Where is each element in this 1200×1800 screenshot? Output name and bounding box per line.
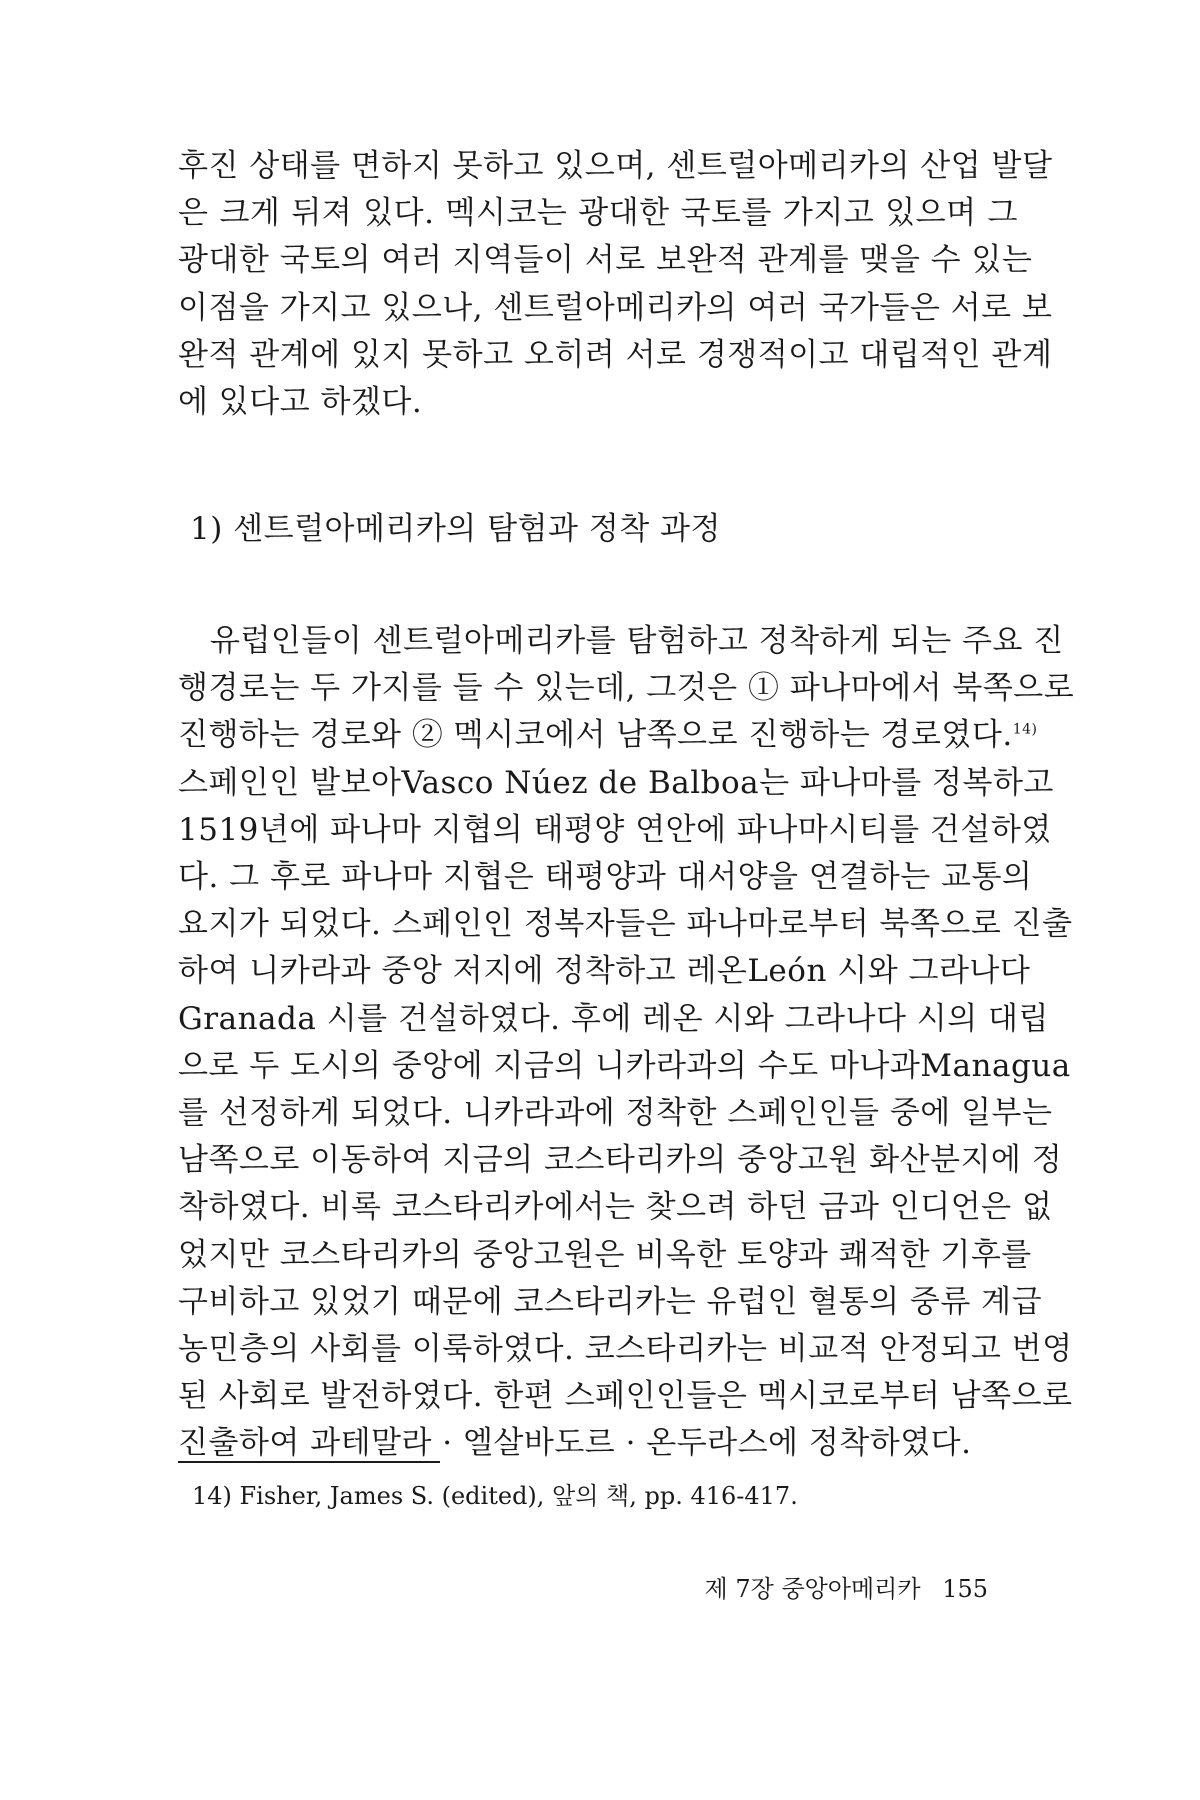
text-line: 다. 그 후로 파나마 지협은 태평양과 대서양을 연결하는 교통의 [178, 859, 1033, 896]
text-line-with-footnote [178, 712, 1038, 759]
footnote-reference[interactable]: 14) [1012, 722, 1038, 739]
text-line: 남쪽으로 이동하여 지금의 코스타리카의 중앙고원 화산분지에 정 [178, 1142, 1063, 1179]
text-line: 구비하고 있었기 때문에 코스타리카는 유럽인 혈통의 중류 계급 [178, 1283, 1043, 1320]
text-line: 후진 상태를 면하지 못하고 있으며, 센트럴아메리카의 산업 발달 [178, 148, 1053, 184]
paragraph-2 [178, 618, 1075, 1468]
text-line: 농민층의 사회를 이룩하였다. 코스타리카는 비교적 안정되고 번영 [178, 1331, 1073, 1368]
text-line: 었지만 코스타리카의 중앙고원은 비옥한 토양과 쾌적한 기후를 [178, 1236, 1032, 1273]
section-heading: 1) 센트럴아메리카의 탐험과 정착 과정 [190, 511, 721, 547]
text-line: 은 크게 뒤져 있다. 멕시코는 광대한 국토를 가지고 있으며 그 [178, 195, 1018, 232]
text-line: 요지가 되었다. 스페인인 정복자들은 파나마로부터 북쪽으로 진출 [178, 906, 1073, 943]
paragraph-1 [178, 143, 1053, 426]
page-number: 155 [942, 1575, 988, 1603]
text-line: 1519년에 파나마 지협의 태평양 연안에 파나마시티를 건설하였 [178, 811, 1052, 848]
text-line: 하여 니카라과 중앙 저지에 정착하고 레온León 시와 그라나다 [178, 953, 1031, 990]
running-footer [705, 1573, 988, 1605]
text-line: Granada 시를 건설하였다. 후에 레온 시와 그라나다 시의 대립 [178, 1000, 1049, 1037]
text-line: 유럽인들이 센트럴아메리카를 탐험하고 정착하게 되는 주요 진 [210, 623, 1064, 659]
footnote-14: 14) Fisher, James S. (edited), 앞의 책, pp. 416-417. [192, 1482, 798, 1510]
text-line: 스페인인 발보아Vasco Núez de Balboa는 파나마를 정복하고 [178, 764, 1054, 801]
text-line: 행경로는 두 가지를 들 수 있는데, 그것은 ① 파나마에서 북쪽으로 [178, 670, 1075, 707]
footnote-divider [178, 1461, 440, 1463]
text-line: 으로 두 도시의 중앙에 지금의 니카라과의 수도 마나과Managua [178, 1047, 1071, 1084]
chapter-title: 제 7장 중앙아메리카 [704, 1575, 921, 1603]
text-line: 착하였다. 비록 코스타리카에서는 찾으려 하던 금과 인디언은 없 [178, 1189, 1053, 1226]
text-line: 된 사회로 발전하였다. 한편 스페인인들은 멕시코로부터 남쪽으로 [178, 1378, 1073, 1415]
text-line: 진출하여 과테말라 · 엘살바도르 · 온두라스에 정착하였다. [178, 1425, 972, 1462]
text-line: 이점을 가지고 있으나, 센트럴아메리카의 여러 국가들은 서로 보 [178, 289, 1053, 326]
text-line: 를 선정하게 되었다. 니카라과에 정착한 스페인인들 중에 일부는 [178, 1095, 1053, 1132]
text-line: 광대한 국토의 여러 지역들이 서로 보완적 관계를 맺을 수 있는 [178, 242, 1033, 279]
text-line-content: 진행하는 경로와 ② 멕시코에서 남쪽으로 진행하는 경로였다. [178, 717, 1013, 754]
text-line: 완적 관계에 있지 못하고 오히려 서로 경쟁적이고 대립적인 관계 [178, 336, 1053, 373]
text-line: 에 있다고 하겠다. [178, 384, 423, 421]
